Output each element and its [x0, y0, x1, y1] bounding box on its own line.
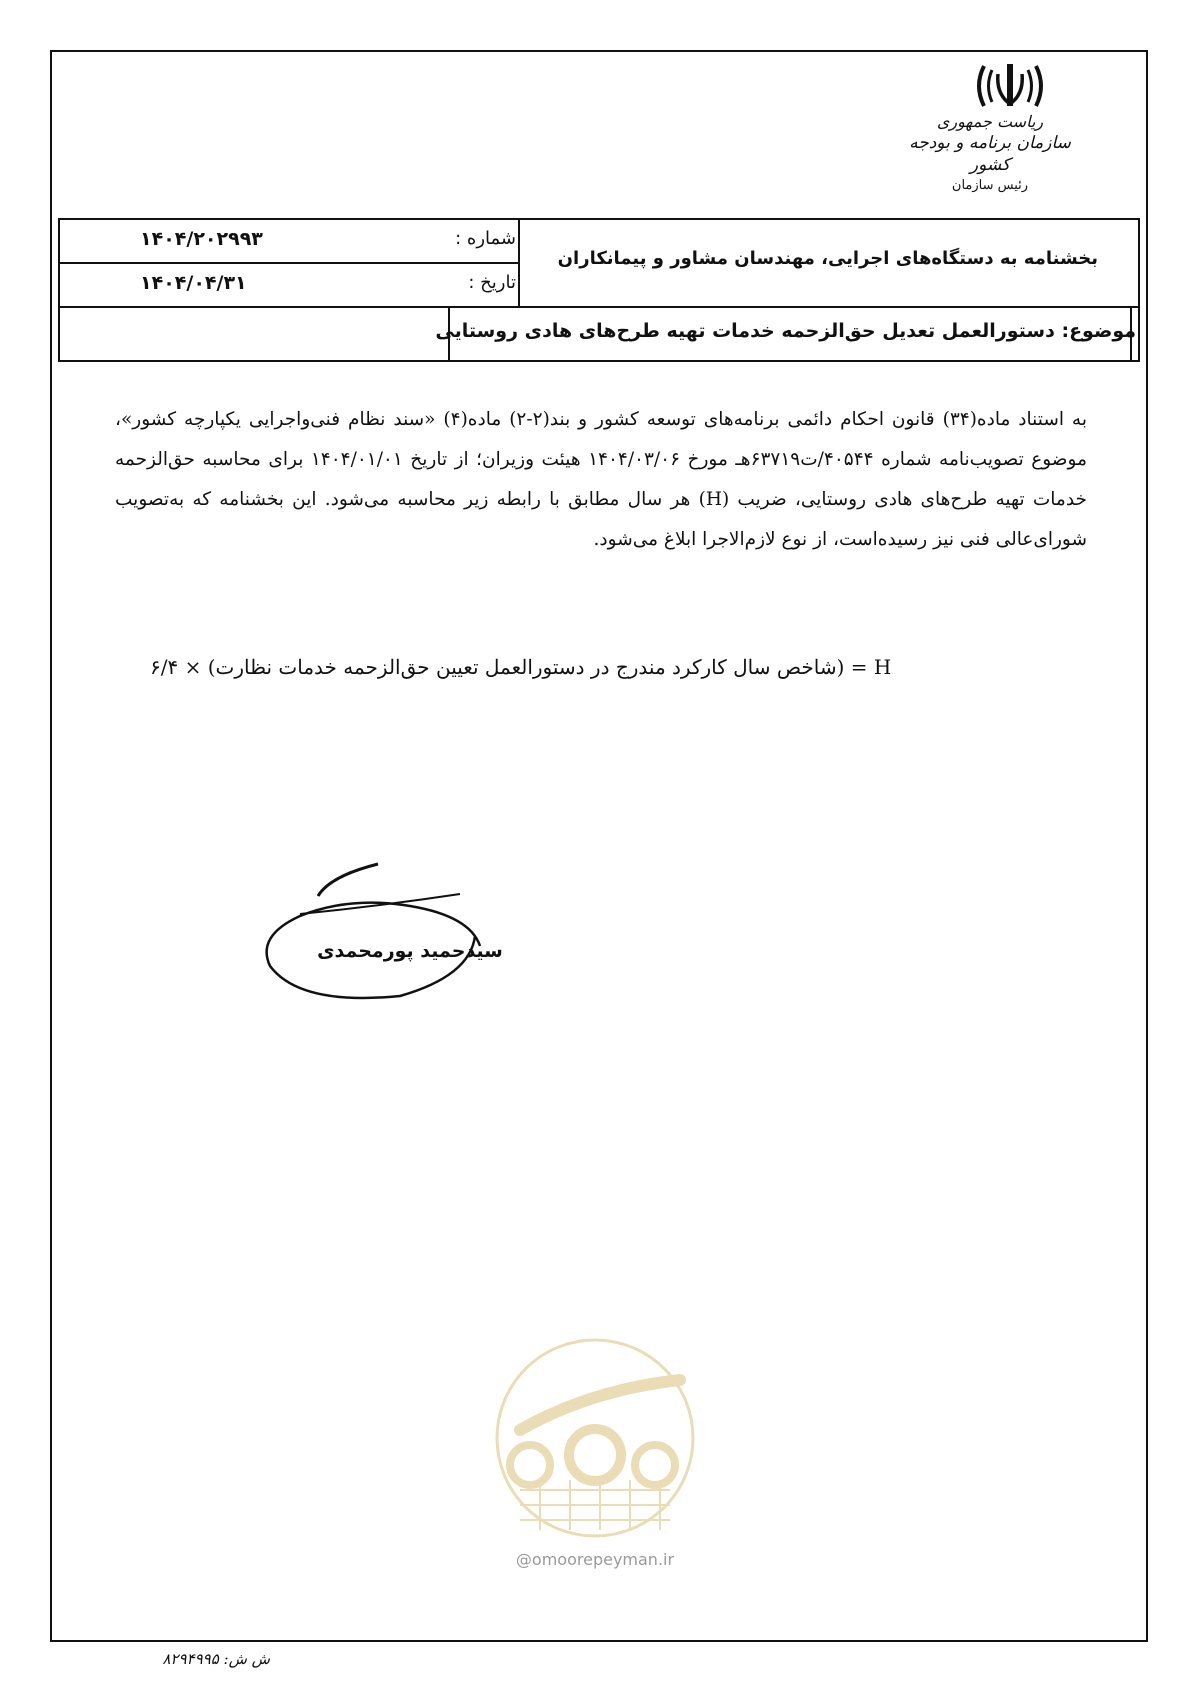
subject-line: موضوع: دستورالعمل تعدیل حق‌الزحمه خدمات تهیه طرح‌های هادی روستایی — [435, 320, 1136, 342]
signer-name: سیدحمید پورمحمدی — [317, 940, 503, 962]
org-line-organization: سازمان برنامه و بودجه کشور — [909, 133, 1071, 175]
organization-header — [900, 112, 1080, 196]
formula-line: H = (شاخص سال کارکرد مندرج در دستورالعمل تعیین حق‌الزحمه خدمات نظارت) × ۶/۴ — [150, 655, 892, 679]
date-label: تاریخ : — [468, 272, 516, 293]
letter-body: به استناد ماده(۳۴) قانون احکام دائمی برنامه‌های توسعه کشور و بند(۲-۲) ماده(۴) «سند نظام فنی‌واجرایی یکپارچه کشور»، موضوع تصویب‌نامه شماره ۴۰۵۴۴/ت۶۳۷۱۹هـ مورخ ۱۴۰۴/۰۳/۰۶ هیئت وزیران؛ از تاریخ ۱۴۰۴/۰۱/۰۱ برای محاسبه حق‌الزحمه خدمات تهیه طرح‌های هادی روستایی، ضریب (H) هر سال مطابق با رابطه زیر محاسبه می‌شود. این بخشنامه که به‌تصویب شورای‌عالی فنی نیز رسیده‌است، از نوع لازم‌الاجرا ابلاغ می‌شود. — [115, 409, 1087, 550]
footer-serial: ش ش: ۸۲۹۴۹۹۵ — [162, 1650, 270, 1668]
letter-date: ۱۴۰۴/۰۴/۳۱ — [140, 272, 247, 294]
header-table — [58, 218, 1140, 362]
number-label: شماره : — [455, 228, 516, 249]
watermark-url: @omoorepeyman.ir — [515, 1550, 675, 1569]
org-line-presidency: ریاست جمهوری — [936, 112, 1044, 131]
org-line-head: رئیس سازمان — [951, 178, 1029, 193]
omoorepeyman-watermark — [490, 1320, 700, 1585]
signature-mark — [260, 856, 540, 1016]
iran-emblem-icon — [970, 60, 1050, 112]
recipients-line: بخشنامه به دستگاه‌های اجرایی، مهندسان مشاور و پیمانکاران — [557, 248, 1098, 269]
letter-number: ۱۴۰۴/۲۰۲۹۹۳ — [140, 228, 263, 250]
